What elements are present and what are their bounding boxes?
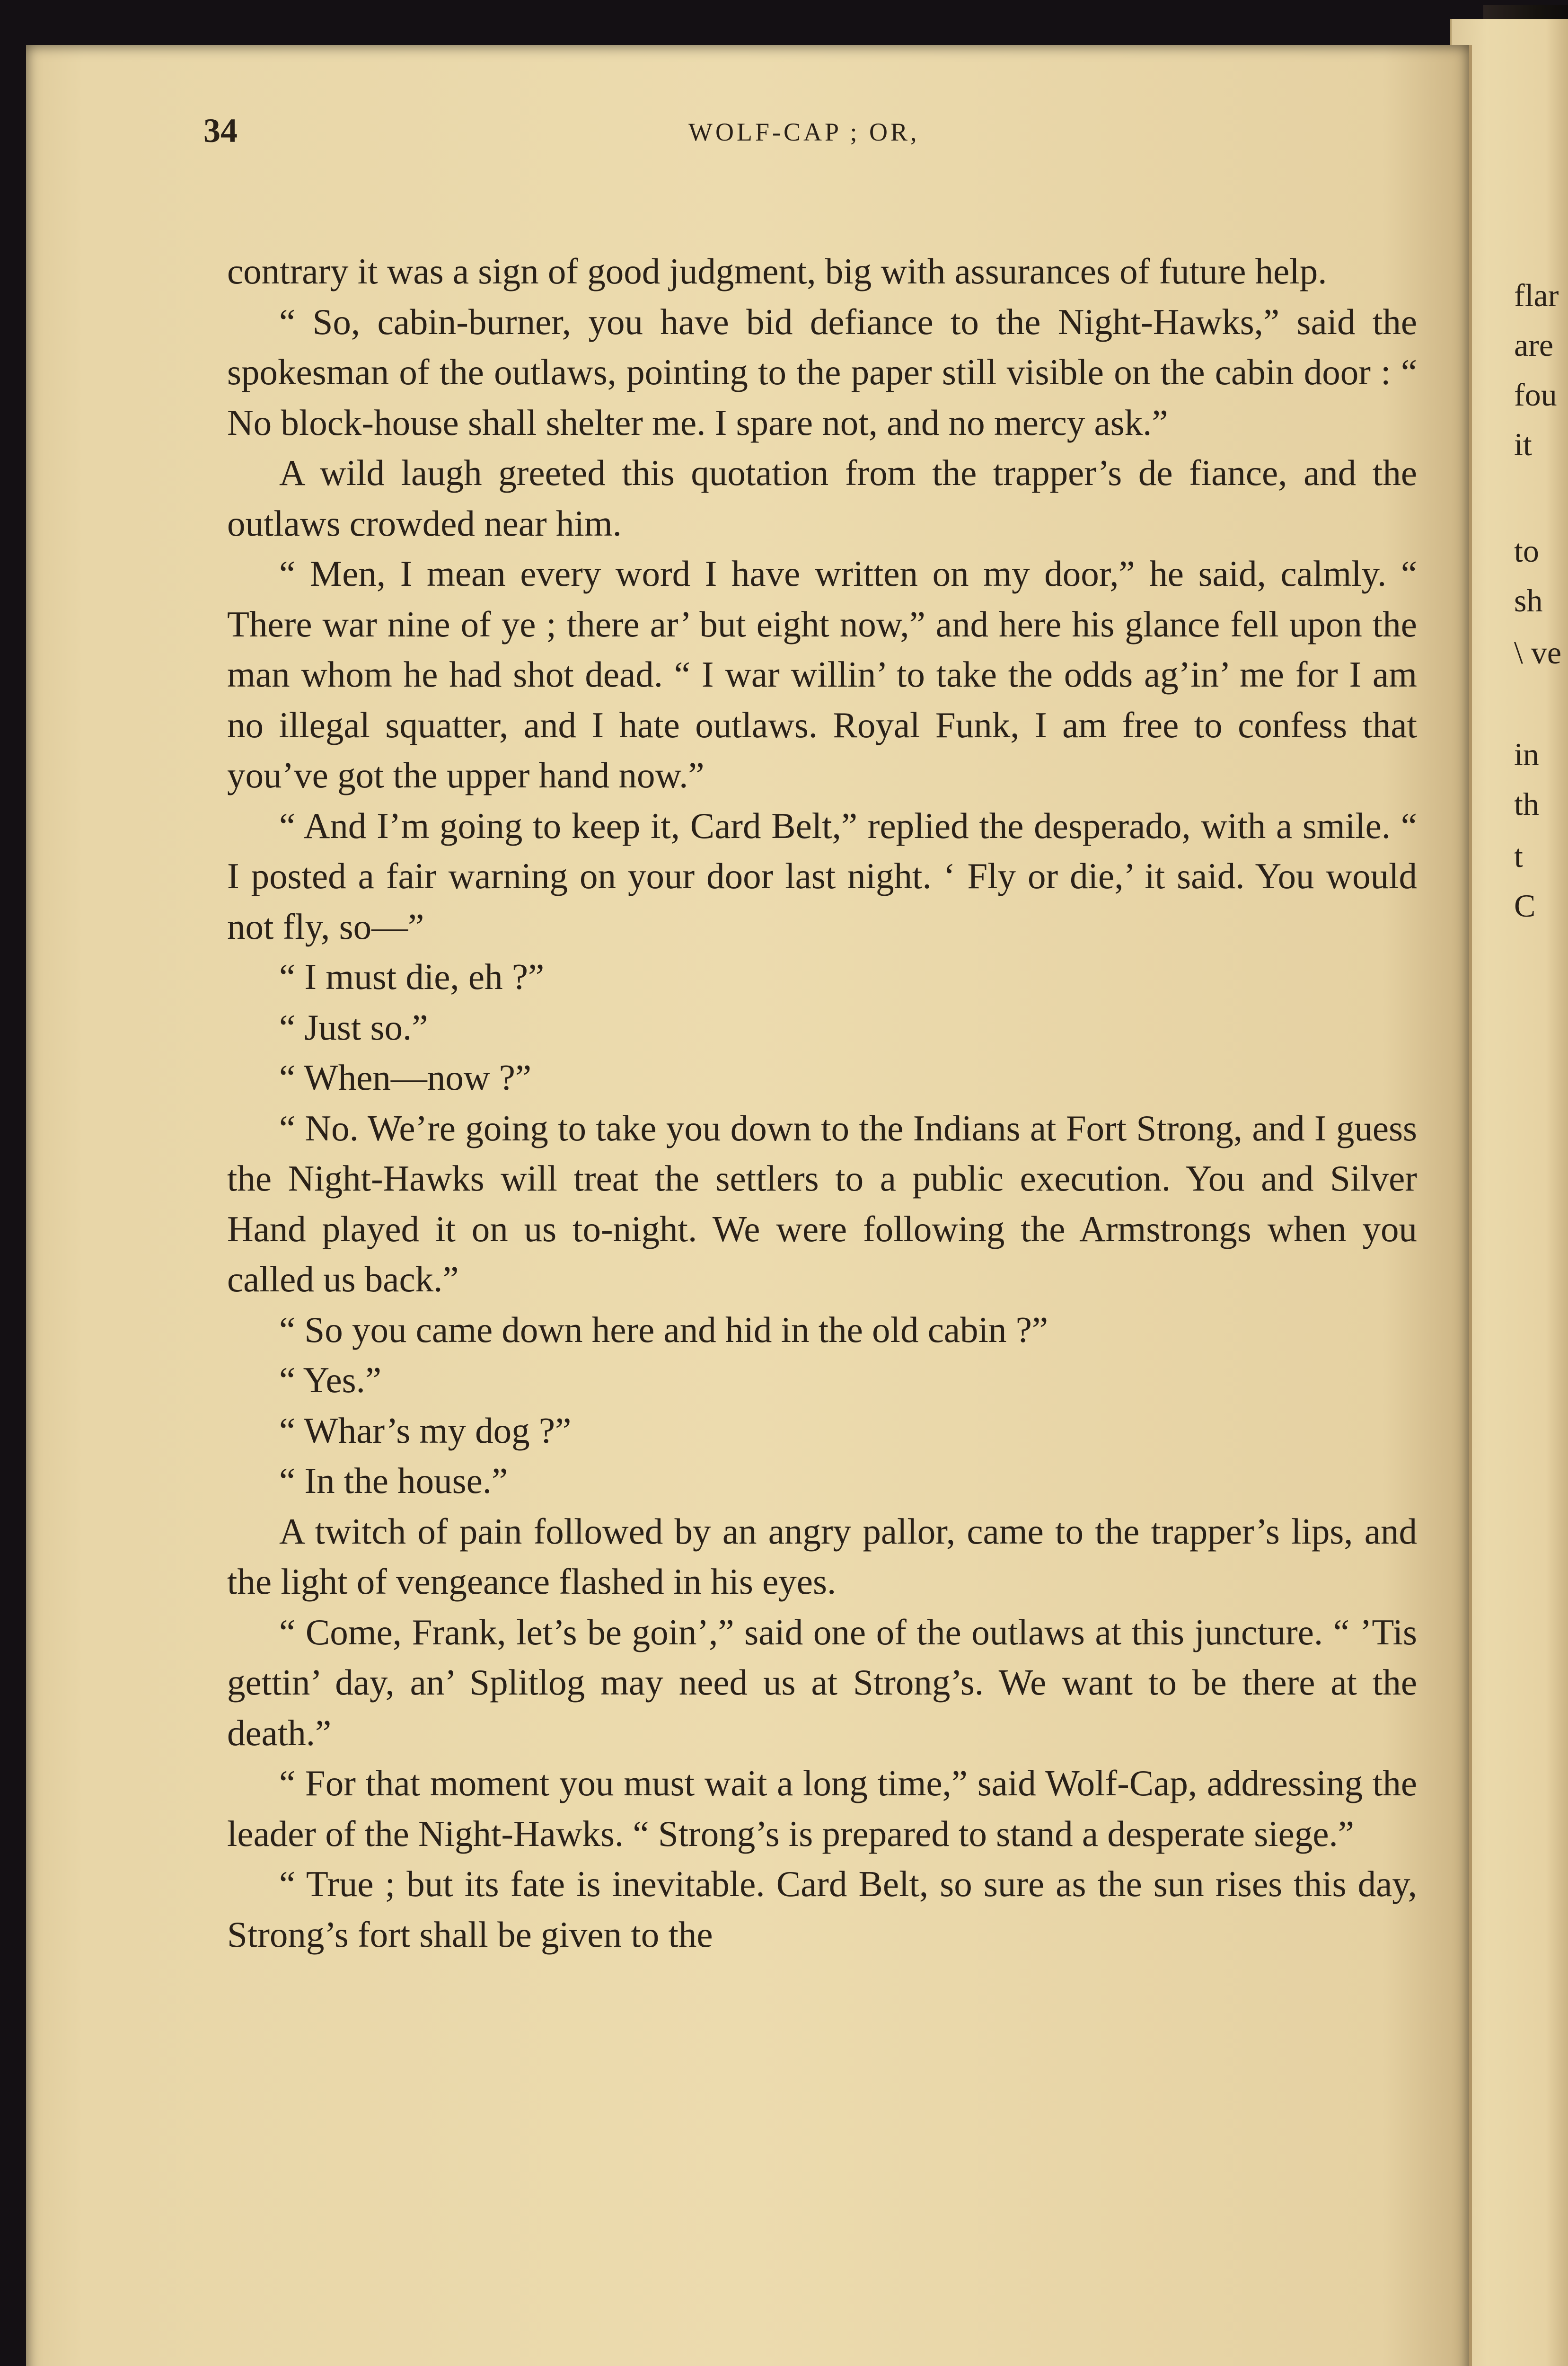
paragraph: “ No. We’re going to take you down to the Indians at Fort Strong, and I guess the Night-Hawks will treat the settlers to a public execution. You and Silver Hand played it on us to-night. We were following the Armstrongs when you called us back.” — [227, 1107, 1417, 1299]
adjacent-page-fragment: fou — [1514, 377, 1557, 413]
adjacent-page-fragment: it — [1514, 426, 1532, 462]
adjacent-page-fragment: in — [1514, 736, 1539, 772]
paragraph: contrary it was a sign of good judgment, big with assurances of future help. — [227, 251, 1327, 291]
paragraph: “ For that moment you must wait a long time,” said Wolf-Cap, addressing the leader of the Night-Hawks. “ Strong’s is prepared to stand a desperate siege.” — [227, 1763, 1417, 1854]
adjacent-page-fragment: sh — [1514, 583, 1543, 618]
adjacent-page-fragment: flar — [1514, 277, 1559, 313]
adjacent-page-fragment: th — [1514, 786, 1539, 822]
paragraph: “ In the house.” — [279, 1460, 508, 1501]
paragraph: “ I must die, eh ?” — [279, 956, 545, 997]
paragraph: “ And I’m going to keep it, Card Belt,” replied the desperado, with a smile. “ I posted a fair warning on your door last night. ‘ Fly or die,’ it said. You would not fly, so—” — [227, 805, 1417, 947]
adjacent-page-fragment: t — [1514, 838, 1523, 874]
paragraph: “ Whar’s my dog ?” — [279, 1410, 572, 1451]
body-text — [227, 246, 1417, 1960]
paragraph: “ Just so.” — [279, 1006, 428, 1048]
paragraph: A twitch of pain followed by an angry pallor, came to the trapper’s lips, and the light of vengeance flashed in his eyes. — [227, 1510, 1417, 1602]
paragraph: “ Come, Frank, let’s be goin’,” said one of the outlaws at this juncture. “ ’Tis gettin’ day, an’ Splitlog may need us at Strong’s. We want to be there at the death.” — [227, 1611, 1417, 1753]
paragraph: “ Men, I mean every word I have written on my door,” he said, calmly. “ There war nine of ye ; there ar’ but eight now,” and here his glance fell upon the man whom he had shot dead. “ I war willin’ to take the odds ag’in’ me for I am no illegal squatter, and I hate outlaws. Royal Funk, I am free to confess that you’ve got the upper hand now.” — [227, 553, 1417, 795]
adjacent-page-fragment: \ ve — [1514, 635, 1562, 671]
paragraph: A wild laugh greeted this quotation from the trapper’s de fiance, and the outlaws crowded near him. — [227, 452, 1417, 544]
page-number: 34 — [203, 112, 238, 150]
paragraph: “ True ; but its fate is inevitable. Card Belt, so sure as the sun rises this day, Strong’s fort shall be given to the — [227, 1863, 1417, 1955]
adjacent-page-fragment: are — [1514, 327, 1554, 363]
adjacent-page-fragment: to — [1514, 533, 1539, 569]
paragraph: “ Yes.” — [279, 1360, 382, 1400]
paragraph: “ When—now ?” — [279, 1057, 532, 1098]
paragraph: “ So you came down here and hid in the old cabin ?” — [279, 1309, 1048, 1350]
paragraph: “ So, cabin-burner, you have bid defiance to the Night-Hawks,” said the spokesman of the outlaws, pointing to the paper still visible on the cabin door : “ No block-house shall shelter me. I spare not, and no mercy ask.” — [227, 301, 1417, 443]
adjacent-page-fragment: C — [1514, 888, 1536, 924]
running-title: WOLF-CAP ; OR, — [688, 118, 920, 146]
